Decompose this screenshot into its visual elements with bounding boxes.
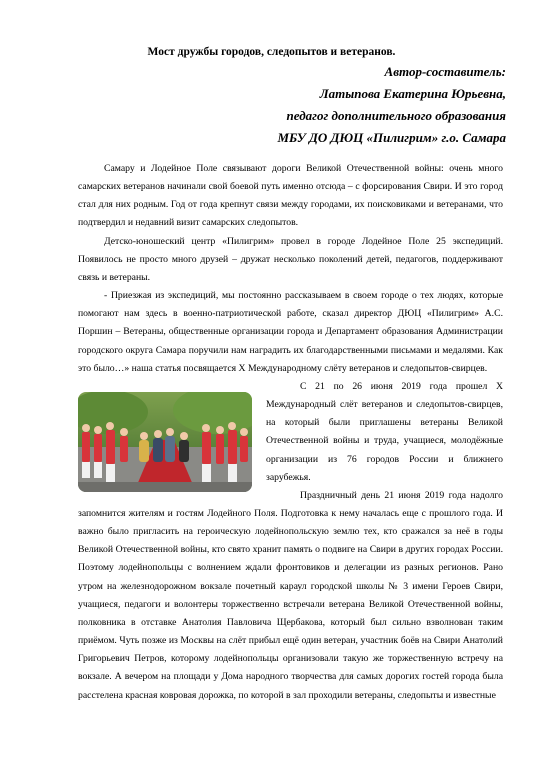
paragraph: Детско-юношеский центр «Пилигрим» провел в городе Лодейное Поле 25 экспедиций. Появилось не просто много друзей – дружат несколько поколений детей, педагогов, поддерживают связь и ветераны.	[78, 235, 503, 283]
article-title: Мост дружбы городов, следопытов и ветеранов.	[147, 46, 396, 58]
author-name: Латыпова Екатерина Юрьевна,	[319, 86, 506, 101]
author-organization: МБУ ДО ДЮЦ «Пилигрим» г.о. Самара	[277, 130, 506, 145]
article-body	[78, 160, 503, 705]
parade-photo-illustration	[78, 392, 252, 492]
paragraph: С 21 по 26 июня 2019 года прошел X Международный слёт ветеранов и следопытов-свирцев, на который были приглашены ветераны Великой Отечественной войны и труда, учащиеся, молодёжные организации из 76 городов России и ближнего зарубежья.	[266, 380, 503, 483]
author-label: Автор-составитель:	[384, 64, 506, 79]
paragraph: Праздничный день 21 июня 2019 года надолго запомнится жителям и гостям Лодейного Поля. Подготовка к нему началась еще с прошлого года. И важно было пригласить на героическую лодейнопольскую землю тех, кто сражался за неё в годы Великой Отечественной войны, кто свято хранит память о подвиге на Свири в других городах России. Поэтому лодейнопольцы с волнением ждали фронтовиков и делегации из разных регионов. Рано утром на железнодорожном вокзале почетный караул городской школы № 3 имени Героев Свири, учащиеся, педагоги и волонтеры торжественно встречали ветерана Великой Отечественной войны, полковника в отставке Анатолия Павловича Щербакова, который был сильно взволнован таким приёмом. Чуть позже из Москвы на слёт прибыл ещё один ветеран, участник боёв на Свири Анатолий Григорьевич Петров, которому лодейнопольцы организовали такую же торжественную встречу на вокзале. А вечером на площади у Дома народного творчества для самых дорогих гостей города была расстелена красная ковровая дорожка, по которой в зал проходили ветераны, следопыты и известные	[78, 489, 503, 701]
event-photo	[78, 392, 252, 492]
paragraph: Самару и Лодейное Поле связывают дороги Великой Отечественной войны: очень много самарских ветеранов начинали свой боевой путь именно отсюда – с форсирования Свири. И это город стал для них родным. Год от года крепнут связи между городами, их поисковиками и ветеранами, что подтвердил и недавний визит самарских следопытов.	[78, 163, 503, 229]
author-position: педагог дополнительного образования	[286, 108, 506, 123]
paragraph: - Приезжая из экспедиций, мы постоянно рассказываем в своем городе о тех людях, которые помогают нам здесь в военно-патриотической работе, сказал директор ДЮЦ «Пилигрим» А.С. Поршин – Ветераны, общественные организации города и Департамент образования Администрации городского округа Самара поручили нам наградить их благодарственными письмами и медалями. Как это было…» наша статья посвящается X Международному слёту ветеранов и следопытов-свирцев.	[78, 290, 503, 374]
